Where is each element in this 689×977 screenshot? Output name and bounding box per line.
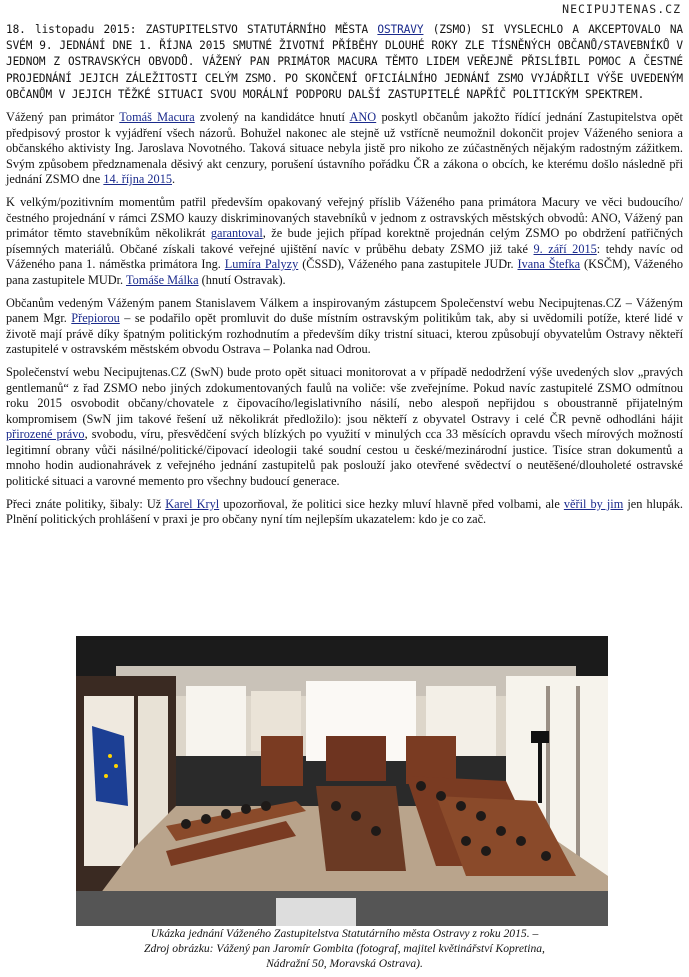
- inline-link[interactable]: 14. října 2015: [103, 172, 172, 187]
- inline-link[interactable]: Přepiorou: [71, 311, 120, 326]
- inline-link[interactable]: Ivana Štefka: [517, 257, 581, 272]
- caption-line: Nádražní 50, Moravská Ostrava).: [266, 957, 423, 970]
- inline-link[interactable]: Tomáš Macura: [119, 110, 195, 125]
- site-watermark: NECIPUJTENAS.CZ: [562, 2, 681, 16]
- text-run: , svobodu, víru, přesvědčení svých blízkých po využití v minulých cca 33 měsících opravdu všech mírových možností legitimní obrany vůči násilné/politické/čipovací ideologii také soudní cestou u české/mezinárodní justice. Tisíce stran dokumentů a mnoho hodin audionahrávek z veřejného jednání zastupitelů pak poslouží jako otevřené svědectví o neutěšené/dlouholeté ostravské politické situaci a varovné memento pro všechny budoucí generace.: [6, 427, 683, 489]
- text-run: Společenství webu Necipujtenas.CZ (SwN) bude proto opět situaci monitorovat a v případě nedodržení výše uvedených slov „pravých gentlemanů“ z řad ZSMO nebo jiných zdokumentovaných faulů na voliče: vše zveřejníme. Pokud navíc zastupitelé ZSMO odmítnou roku 2015 osvobodit občany/chovatele z čipovacího/legislativního násilí, nebo alespoň nepřijdou s oboustranně přijatelným kompromisem (SwN jim takové řešení už několikrát předložilo): jsou někteří z obyvatel Ostravy i celé ČR pevně odhodláni hájit: [6, 364, 683, 426]
- inline-link[interactable]: OSTRAVY: [377, 23, 424, 36]
- inline-link[interactable]: Karel Kryl: [165, 496, 220, 511]
- text-run: jen hlupák. Plnění politických prohlášení v praxi je pro občany nyní tím nejlepším ukazatelem: kdo je co zač.: [6, 496, 683, 527]
- text-run: Občanům vedeným Váženým panem Stanislavem Válkem a inspirovaným zástupcem Společenství webu Necipujtenas.CZ – Váženým panem Mgr.: [6, 295, 683, 326]
- text-run: (hnutí Ostravak).: [198, 272, 286, 287]
- text-run: (ČSSD), Váženého pana zastupitele JUDr.: [298, 257, 518, 272]
- caption-line: Zdroj obrázku: Vážený pan Jaromír Gombita (fotograf, majitel květinářství Kopretina,: [144, 942, 545, 955]
- text-run: zvolený na kandidátce hnutí: [194, 110, 350, 125]
- text-run: 18. listopadu 2015: ZASTUPITELSTVO STATUTÁRNÍHO MĚSTA: [6, 23, 378, 36]
- inline-link[interactable]: 9. září 2015: [533, 241, 597, 256]
- text-run: .: [172, 172, 176, 187]
- article-paragraph: [6, 296, 683, 358]
- text-run: Přeci znáte politiky, šibaly: Už: [6, 496, 166, 511]
- text-run: , že bude jejich případ korektně projednán celým ZSMO po obdržení patřičných písemných materiálů. Občané získali takové veřejné ujištění navíc v průběhu debaty ZSMO již také: [6, 226, 683, 256]
- text-run: upozorňoval, že politici sice hezky mluví hlavně před volbami, ale: [219, 496, 564, 511]
- caption-line: Ukázka jednání Váženého Zastupitelstva Statutárního města Ostravy z roku 2015. –: [150, 927, 539, 940]
- text-run: (KSČM), Váženého pana zastupitele MUDr.: [6, 257, 683, 287]
- text-run: poskytl občanům jakožto řídící jednání Zastupitelstva opět předpisový prostor k vyjádření všech názorů. Bohužel nakonec ale stejně už vstřícně neumožnil dokončit projev Váženého seniora a občanského aktivisty Ing. Jaroslava Novotného. Taková situace nebyla jistě pro nikoho ze zúčastněných nějakým radostným zážitkem. Svým způsobem předznamenala děsivý akt cenzury, porušení ústavního pořádku ČR a zákona o obcích, ke kterému došlo následně při jednání ZSMO dne: [6, 110, 683, 187]
- inline-link[interactable]: věřil by jim: [563, 496, 624, 511]
- text-run: : tehdy navíc od Váženého pana 1. náměstka primátora Ing.: [6, 241, 683, 272]
- text-run: (ZSMO) SI VYSLECHLO A AKCEPTOVALO NA SVÉM 9. JEDNÁNÍ DNE 1. ŘÍJNA 2015 SMUTNÉ ŽIVOTNÍ PŘÍBĚHY DLOUHÉ ROKY ZLE TÍSNĚNÝCH OBČANŮ/STAVEBNÍKŮ V JEDNOM Z OSTRAVSKÝCH OBVODŮ. VÁŽENÝ PAN PRIMÁTOR MACURA TĚMTO LIDEM VEŘEJNĚ PŘISLÍBIL POMOC A ČESTNÉ PROJEDNÁNÍ JEJICH ZÁLEŽITOSTI CELÝM ZSMO. PO SKONČENÍ OFICIÁLNÍHO JEDNÁNÍ ZSMO VYJÁDŘILI VÝŠE UVEDENÝM OBČANŮM V JEJICH TĚŽKÉ SITUACI SVOU MORÁLNÍ PODPORU DALŠÍ ZASTUPITELÉ NAPŘÍČ POLITICKÝM SPEKTREM.: [6, 23, 683, 101]
- inline-link[interactable]: ANO: [349, 110, 377, 125]
- inline-link[interactable]: přirozené právo: [6, 427, 85, 442]
- inline-link[interactable]: Tomáše Málka: [125, 272, 199, 287]
- article: [6, 22, 683, 535]
- inline-link[interactable]: Lumíra Palyzy: [224, 257, 299, 272]
- article-headline: [6, 22, 683, 103]
- inline-link[interactable]: garantoval: [210, 226, 263, 241]
- article-paragraph: [6, 497, 683, 528]
- article-paragraph: [6, 195, 683, 289]
- council-meeting-photo: [76, 636, 608, 926]
- text-run: K velkým/pozitivním momentům patřil především opakovaný veřejný příslib Váženého pana primátora Macury ve věci budoucího/čestného projednání v rámci ZSMO kauzy diskriminovaných stavebníků v jednom z ostravských městských obvodů: ANO, Vážený pan primátor těmto stavebníkům několikrát: [6, 194, 683, 241]
- text-run: Vážený pan primátor: [6, 110, 120, 125]
- photo-caption: [40, 926, 649, 971]
- article-paragraph: [6, 110, 683, 188]
- article-paragraph: [6, 365, 683, 490]
- text-run: – se podařilo opět promluvit do duše místním ostravským politikům tak, aby si uvědomili potíže, které lidé v životě mají právě díky špatným politickým rozhodnutím a především díky tristní situaci, kterou způsobují obyvatelům Ostravy někteří zastupitelé v ostravském městském obvodu Ostrava – Polanka nad Odrou.: [6, 311, 684, 357]
